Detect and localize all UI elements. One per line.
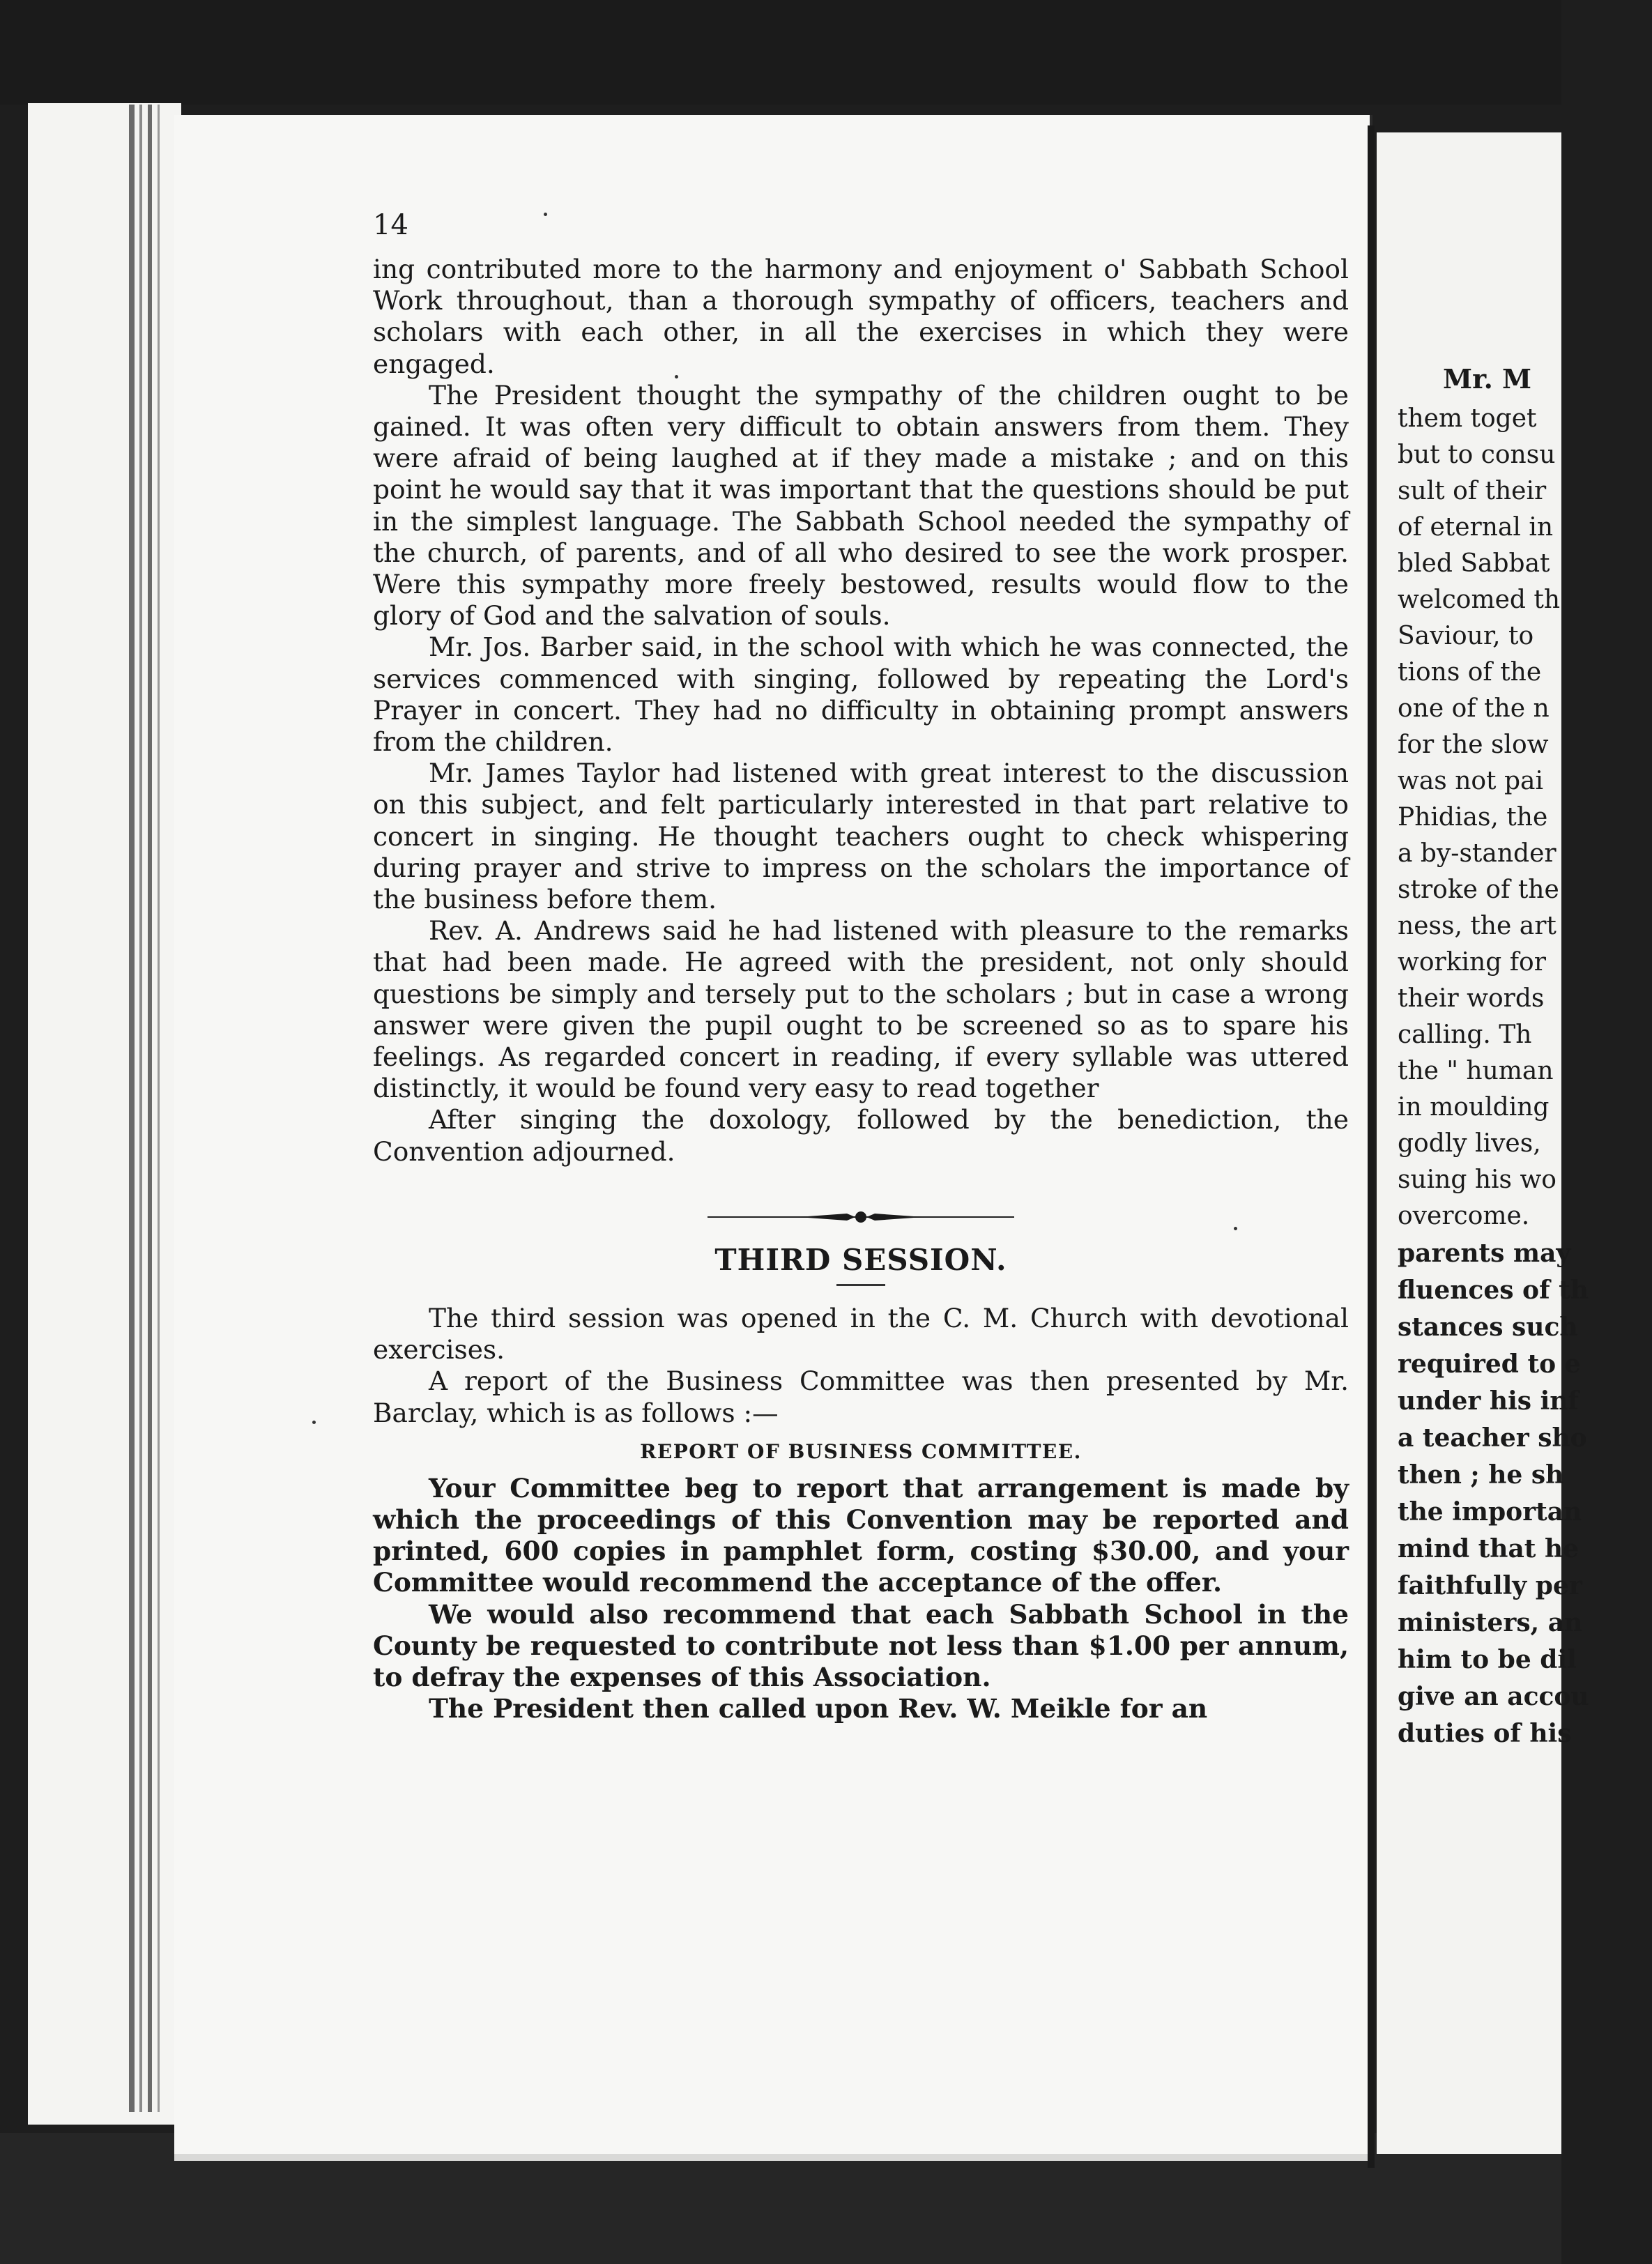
right-page-line: the importan: [1398, 1497, 1582, 1527]
right-page-line: suing his wo: [1398, 1165, 1557, 1194]
right-page-line: required to e: [1398, 1349, 1581, 1379]
paragraph: A report of the Business Committee was then presented by Mr. Barclay, which is as follows :—: [373, 1366, 1349, 1428]
page-edge-line: [148, 105, 152, 2112]
paragraph: The President then called upon Rev. W. Meikle for an: [429, 1693, 1208, 1724]
right-page-line: in moulding: [1398, 1093, 1550, 1122]
paragraph: The third session was opened in the C. M. Church with devotional exercises.: [373, 1302, 1349, 1366]
right-page-line: ness, the art: [1398, 912, 1557, 940]
paragraph: Mr. James Taylor had listened with great interest to the discussion on this subject, and felt particularly interested in that part relative to concert in singing. He thought teachers ought to check whispering during prayer and strive to impress on the scholars the importance of the business before them.: [373, 758, 1349, 915]
scan-background-top: [0, 0, 1561, 105]
right-page-line: bled Sabbat: [1398, 549, 1550, 578]
print-speck: [312, 1421, 316, 1424]
right-page-line: then ; he sh: [1398, 1460, 1564, 1490]
right-page-line: ministers, an: [1398, 1608, 1583, 1637]
right-page-line: under his inf: [1398, 1386, 1579, 1416]
section-divider-ornament: [708, 1209, 1014, 1225]
right-page-line: but to consu: [1398, 441, 1556, 469]
right-page-line: Mr. M: [1443, 363, 1532, 395]
right-page-line: welcomed th: [1398, 586, 1561, 614]
section-title: THIRD SESSION.: [714, 1242, 1007, 1277]
right-page-line: a teacher sho: [1398, 1423, 1587, 1453]
right-page-line: fluences of th: [1398, 1276, 1589, 1305]
right-page-line: faithfully per: [1398, 1571, 1582, 1600]
page-edge-line: [158, 105, 160, 2112]
right-page-line: for the slow: [1398, 731, 1549, 759]
report-body: [373, 1473, 1349, 1725]
right-page-line: the " human: [1398, 1057, 1554, 1085]
right-page-line: a by-stander: [1398, 839, 1557, 868]
paragraph: We would also recommend that each Sabbath School in the County be requested to contribute not less than $1.00 per annum, to defray the expenses of this Association.: [373, 1598, 1349, 1692]
right-page-line: their words: [1398, 984, 1545, 1013]
right-page-line: stances such: [1398, 1313, 1578, 1342]
report-title: REPORT OF BUSINESS COMMITTEE.: [640, 1439, 1082, 1463]
paragraph: ing contributed more to the harmony and enjoyment o' Sabbath School Work throughout, than a thorough sympathy of officers, teachers and scholars with each other, in all the exercises in which they were engaged.: [373, 254, 1349, 379]
paragraph: Your Committee beg to report that arrangement is made by which the proceedings of this Convention may be reported and printed, 600 copies in pamphlet form, costing $30.00, and your Committee would recommend the acceptance of the offer.: [373, 1472, 1349, 1598]
book-spine: [1368, 125, 1375, 2168]
right-page-line: was not pai: [1398, 767, 1543, 795]
right-page-line: parents may: [1398, 1239, 1571, 1268]
paragraph: Rev. A. Andrews said he had listened with pleasure to the remarks that had been made. He agreed with the president, not only should questions be simply and tersely put to the scholars ; but in case a wrong answer were given the pupil ought to be screened so as to spare his feelings. As regarded concert in reading, if every syllable was uttered distinctly, it would be found very easy to read together: [373, 915, 1349, 1104]
right-page-line: of eternal in: [1398, 513, 1554, 542]
right-page-line: duties of his: [1398, 1719, 1572, 1748]
right-page-line: give an accou: [1398, 1682, 1589, 1711]
right-page-line: them toget: [1398, 404, 1537, 433]
paragraph: The President thought the sympathy of the children ought to be gained. It was often very difficult to obtain answers from them. They were afraid of being laughed at if they made a mistake ; and on this point he would say that it was important that the questions should be put in the simplest language. The Sabbath School needed the sympathy of the church, of parents, and of all who desired to see the work prosper. Were this sympathy more freely bestowed, results would flow to the glory of God and the salvation of souls.: [373, 379, 1349, 632]
right-page-line: him to be dil: [1398, 1645, 1577, 1674]
right-page-line: godly lives,: [1398, 1129, 1541, 1158]
page-edge-line: [129, 105, 135, 2112]
paragraph: After singing the doxology, followed by the benediction, the Convention adjourned.: [373, 1104, 1349, 1167]
right-page-line: one of the n: [1398, 694, 1550, 723]
page-content: [373, 209, 1349, 1724]
page-number: 14: [373, 209, 408, 241]
title-rule: [836, 1284, 885, 1286]
right-page-line: mind that he: [1398, 1534, 1580, 1563]
right-page-line: calling. Th: [1398, 1020, 1532, 1049]
right-page-line: sult of their: [1398, 477, 1547, 505]
page-edge-line: [139, 105, 142, 2112]
right-page-line: working for: [1398, 948, 1546, 977]
right-page-line: tions of the: [1398, 658, 1542, 687]
right-page-line: Saviour, to: [1398, 622, 1534, 650]
right-page-line: stroke of the: [1398, 875, 1559, 904]
right-page-fragment: [1377, 132, 1589, 2154]
paragraph: Mr. Jos. Barber said, in the school with which he was connected, the services commenced with singing, followed by repeating the Lord's Prayer in concert. They had no difficulty in obtaining prompt answers from the children.: [373, 632, 1349, 758]
right-page-line: Phidias, the: [1398, 803, 1548, 832]
right-page-line: overcome.: [1398, 1202, 1530, 1230]
